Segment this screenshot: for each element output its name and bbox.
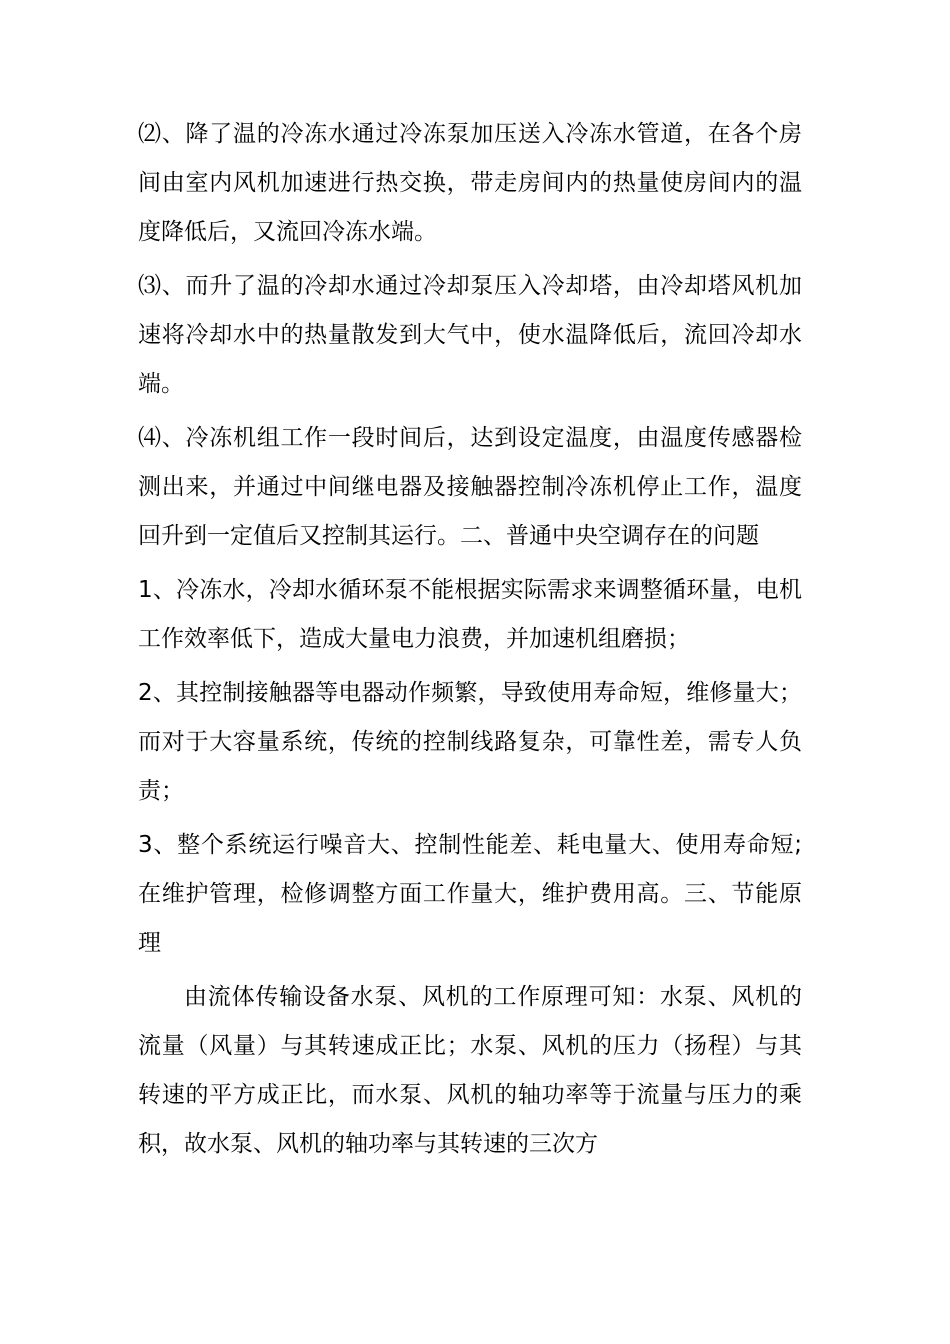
paragraph-problem-3: 3、整个系统运行噪音大、控制性能差、耗电量大、使用寿命短;在维护管理，检修调整方面工作量大，维护费用高。三、节能原理 [138, 832, 802, 956]
paragraph-step-4: ⑷、冷冻机组工作一段时间后，达到设定温度，由温度传感器检测出来，并通过中间继电器及接触器控制冷冻机停止工作，温度回升到一定值后又控制其运行。二、普通中央空调存在的问题 [138, 425, 802, 549]
document-body [138, 110, 802, 1174]
paragraph-problem-1: 1、冷冻水，冷却水循环泵不能根据实际需求来调整循环量，电机工作效率低下，造成大量电力浪费，并加速机组磨损； [138, 577, 802, 652]
paragraph-energy-principle: 由流体传输设备水泵、风机的工作原理可知：水泵、风机的流量（风量）与其转速成正比；水泵、风机的压力（扬程）与其转速的平方成正比，而水泵、风机的轴功率等于流量与压力的乘积，故水泵、风机的轴功率与其转速的三次方 [138, 984, 802, 1157]
paragraph-step-3: ⑶、而升了温的冷却水通过冷却泵压入冷却塔，由冷却塔风机加速将冷却水中的热量散发到大气中，使水温降低后，流回冷却水端。 [138, 273, 802, 397]
paragraph-problem-2: 2、其控制接触器等电器动作频繁，导致使用寿命短，维修量大；而对于大容量系统，传统的控制线路复杂，可靠性差，需专人负责； [138, 680, 802, 804]
paragraph-step-2: ⑵、降了温的冷冻水通过冷冻泵加压送入冷冻水管道，在各个房间由室内风机加速进行热交换，带走房间内的热量使房间内的温度降低后，又流回冷冻水端。 [138, 121, 802, 245]
